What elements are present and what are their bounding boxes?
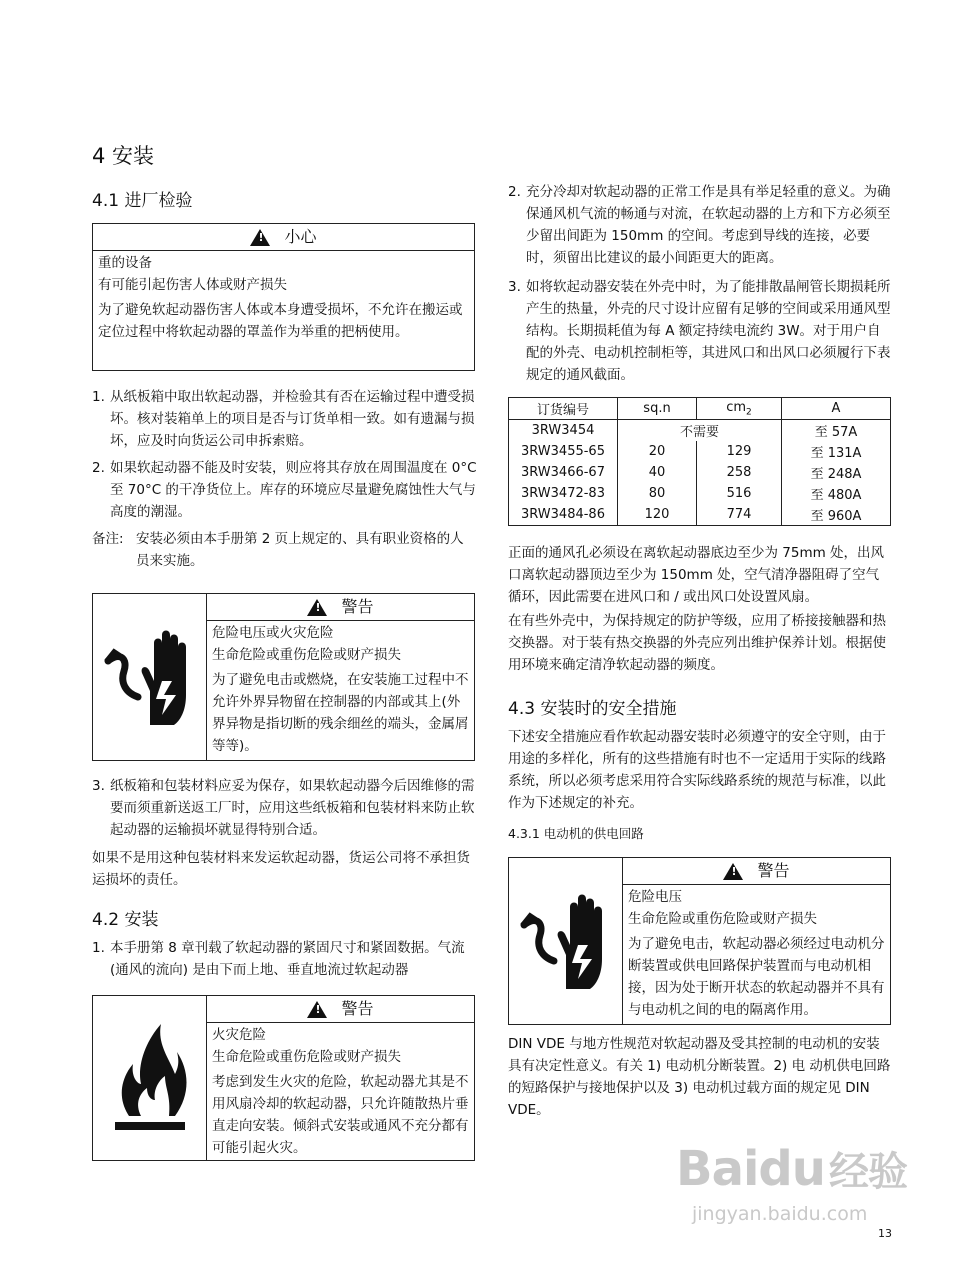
list-text: 本手册第 8 章刊载了软起动器的紧固尺寸和紧固数据。气流 (通风的流向) 是由下而上地、垂直地流过软起动器 bbox=[110, 940, 465, 978]
list-number: 2. bbox=[508, 184, 521, 200]
warning-line-2: 生命危险或重伤危险或财产损失 bbox=[212, 1049, 401, 1065]
warning-line-3: 为了避免电击或燃烧，在安装施工过程中不允许外界异物留在控制器的内部或其上(外界异物是指切断的残余细丝的端头，金属屑等等)。 bbox=[212, 672, 469, 754]
header-sqn: sq.n bbox=[618, 398, 697, 420]
header-cm: $cm_2$ bbox=[697, 398, 782, 420]
watermark-brand: Baidu bbox=[676, 1141, 825, 1197]
warning-label: 警告 bbox=[341, 999, 374, 1018]
paragraph: 下述安全措施应看作软起动器安装时必须遵守的安全守则，由于用途的多样化，所有的这些措施有时也不一定适用于实际的线路系统，所以必须考虑采用符合实际线路系统的规范与标准，以此作为下述规定的补充。 bbox=[508, 729, 886, 811]
ventilation-table bbox=[508, 397, 891, 526]
cell-cm: 516 bbox=[697, 483, 782, 504]
paragraph: DIN VDE 与地方性规范对软起动器及受其控制的电动机的安装具有决定性意义。有关 1) 电动机分断装置。2) 电 动机供电回路的短路保护与接地保护以及 3) 电动机过载方面的规定见 DIN VDE。 bbox=[508, 1036, 891, 1118]
table-row bbox=[509, 483, 891, 504]
cell-a: 至 960A bbox=[782, 504, 891, 526]
warning-line-2: 生命危险或重伤危险或财产损失 bbox=[628, 911, 817, 927]
list-item bbox=[508, 276, 892, 386]
section-4-3-title: 4.3 安装时的安全措施 bbox=[508, 699, 677, 719]
warning-triangle-icon bbox=[307, 1001, 327, 1018]
caution-line-3: 为了避免软起动器伤害人体或本身遭受损坏，不允许在搬运或定位过程中将软起动器的罩盖作为举重的把柄使用。 bbox=[98, 302, 463, 340]
warning-box-motor bbox=[508, 857, 891, 1025]
watermark-url: jingyan.baidu.com bbox=[692, 1203, 868, 1225]
cell-a: 至 57A bbox=[782, 420, 891, 442]
list-text: 充分冷却对软起动器的正常工作是具有举足轻重的意义。为确保通风机气流的畅通与对流，在软起动器的上方和下方必须至少留出间距为 150mm 的空间。考虑到导线的连接，必要时，须留出比建议的最小间距更大的距离。 bbox=[526, 184, 891, 266]
warning-label: 警告 bbox=[757, 861, 790, 880]
cell-sqn: 20 bbox=[618, 441, 697, 462]
list-number: 1. bbox=[92, 940, 105, 956]
caution-label: 小心 bbox=[284, 227, 317, 246]
cell-cm: 129 bbox=[697, 441, 782, 462]
electric-hand-icon bbox=[93, 594, 207, 760]
list-number: 2. bbox=[92, 460, 105, 476]
electric-hand-icon bbox=[509, 858, 623, 1024]
warning-line-2: 生命危险或重伤危险或财产损失 bbox=[212, 647, 401, 663]
cell-sqn: 120 bbox=[618, 504, 697, 526]
list-item bbox=[92, 937, 477, 981]
list-number: 1. bbox=[92, 389, 105, 405]
table-row bbox=[509, 420, 891, 442]
cell-cm: 774 bbox=[697, 504, 782, 526]
caution-line-2: 有可能引起伤害人体或财产损失 bbox=[98, 277, 287, 293]
warning-box-voltage bbox=[92, 593, 475, 761]
list-item bbox=[92, 775, 477, 841]
cell-order: 3RW3454 bbox=[509, 420, 618, 442]
caution-header bbox=[93, 224, 474, 251]
cell-a: 至 480A bbox=[782, 483, 891, 504]
cell-sqn: 80 bbox=[618, 483, 697, 504]
list-text: 纸板箱和包装材料应妥为保存，如果软起动器今后因维修的需要而须重新送返工厂时，应用这些纸板箱和包装材料来防止软起动器的运输损坏就显得特别合适。 bbox=[110, 778, 475, 838]
cell-order: 3RW3466-67 bbox=[509, 462, 618, 483]
warning-header bbox=[207, 996, 474, 1023]
page-number: 13 bbox=[878, 1227, 892, 1240]
caution-box bbox=[92, 223, 475, 371]
cell-a: 至 131A bbox=[782, 441, 891, 462]
list-item bbox=[508, 181, 892, 269]
list-text: 如将软起动器安装在外壳中时，为了能排散晶闸管长期损耗所产生的热量，外壳的尺寸设计应留有足够的空间或采用通风型结构。长期损耗值为每 A 额定持续电流约 3W。对于用户自配的外壳、电动机控制柜等，其进风口和出风口必须履行下表规定的通风截面。 bbox=[526, 279, 891, 383]
warning-box-fire bbox=[92, 995, 475, 1161]
paragraph: 在有些外壳中，为保持规定的防护等级，应用了桥接接触器和热交换器。对于装有热交换器的外壳应列出维护保养计划。根据使用环境来确定清净软起动器的频度。 bbox=[508, 613, 886, 673]
table-row bbox=[509, 462, 891, 483]
cell-a: 至 248A bbox=[782, 462, 891, 483]
table-row bbox=[509, 504, 891, 526]
subsection-4-3-1-title: 4.3.1 电动机的供电回路 bbox=[508, 826, 644, 841]
list-text: 从纸板箱中取出软起动器，并检验其有否在运输过程中遭受损坏。核对装箱单上的项目是否与订货单相一致。如有遗漏与损坏，应及时向货运公司申拆索赔。 bbox=[110, 389, 475, 449]
warning-line-1: 火灾危险 bbox=[212, 1027, 266, 1043]
list-item bbox=[92, 457, 477, 523]
warning-label: 警告 bbox=[341, 597, 374, 616]
note bbox=[92, 528, 477, 572]
cell-order: 3RW3484-86 bbox=[509, 504, 618, 526]
warning-triangle-icon bbox=[723, 863, 743, 880]
warning-line-1: 危险电压或火灾危险 bbox=[212, 625, 334, 641]
chapter-title: 4 安装 bbox=[92, 144, 155, 168]
warning-triangle-icon bbox=[250, 229, 270, 246]
cell-cm: 258 bbox=[697, 462, 782, 483]
list-item bbox=[92, 386, 477, 452]
header-order-no: 订货编号 bbox=[509, 398, 618, 420]
section-4-2-title: 4.2 安装 bbox=[92, 910, 159, 930]
warning-triangle-icon bbox=[307, 599, 327, 616]
cell-order: 3RW3455-65 bbox=[509, 441, 618, 462]
cell-sqn: 40 bbox=[618, 462, 697, 483]
note-text: 安装必须由本手册第 2 页上规定的、具有职业资格的人员来实施。 bbox=[136, 531, 464, 569]
warning-line-3: 考虑到发生火灾的危险，软起动器尤其是不用风扇冷却的软起动器，只允许随散热片垂直走向安装。倾斜式安装或通风不充分都有可能引起火灾。 bbox=[212, 1074, 469, 1156]
list-number: 3. bbox=[92, 778, 105, 794]
warning-header bbox=[623, 858, 890, 885]
list-number: 3. bbox=[508, 279, 521, 295]
fire-icon bbox=[93, 996, 207, 1160]
note-label: 备注: bbox=[92, 531, 124, 547]
warning-line-3: 为了避免电击，软起动器必须经过电动机分断装置或供电回路保护装置而与电动机相接，因为处于断开状态的软起动器并不具有与电动机之间的电的隔离作用。 bbox=[628, 936, 885, 1018]
paragraph: 如果不是用这种包装材料来发运软起动器，货运公司将不承担货运损坏的责任。 bbox=[92, 850, 470, 888]
warning-header bbox=[207, 594, 474, 621]
watermark-brand-cn: 经验 bbox=[828, 1149, 907, 1195]
cell-not-required: 不需要 bbox=[618, 420, 782, 442]
list-text: 如果软起动器不能及时安装，则应将其存放在周围温度在 0°C 至 70°C 的干净货位上。库存的环境应尽量避免腐蚀性大气与高度的潮湿。 bbox=[110, 460, 477, 520]
caution-line-1: 重的设备 bbox=[98, 255, 152, 271]
cell-order: 3RW3472-83 bbox=[509, 483, 618, 504]
warning-line-1: 危险电压 bbox=[628, 889, 682, 905]
header-a: A bbox=[782, 398, 891, 420]
paragraph: 正面的通风孔必须设在离软起动器底边至少为 75mm 处，出风口离软起动器顶边至少为 150mm 处，空气清净器阻碍了空气循环，因此需要在进风口和 / 或出风口处设置风扇。 bbox=[508, 545, 885, 605]
table-row bbox=[509, 441, 891, 462]
table-header-row bbox=[509, 398, 891, 420]
watermark-logo bbox=[676, 1140, 907, 1197]
section-4-1-title: 4.1 进厂检验 bbox=[92, 191, 193, 211]
